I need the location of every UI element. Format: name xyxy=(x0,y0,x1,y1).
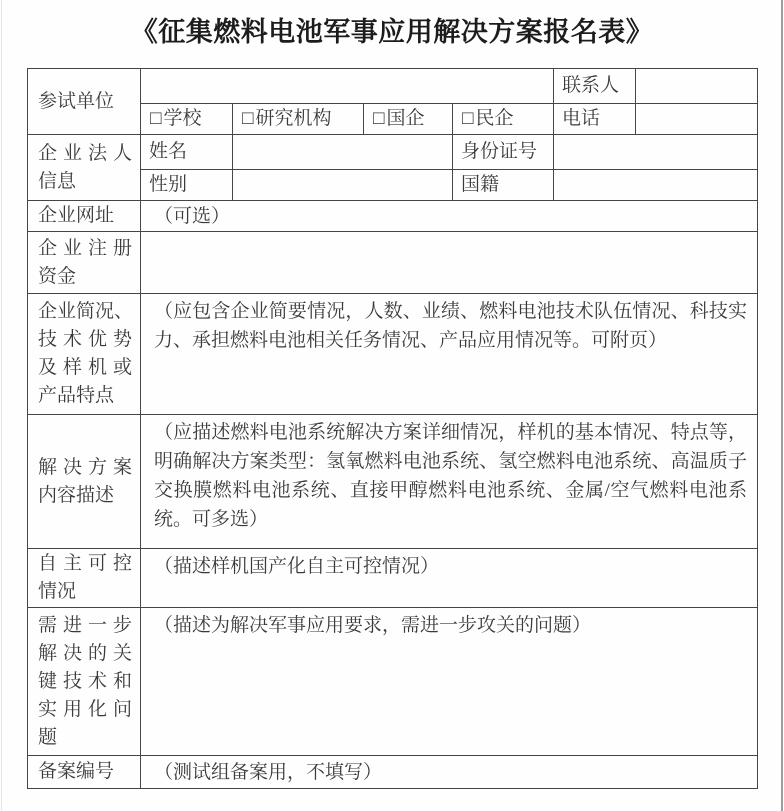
legal-person-label-line2: 信息 xyxy=(38,170,77,192)
further-issues-hint: （描述为解决军事应用要求，需进一步攻关的问题） xyxy=(154,615,592,636)
capital-input[interactable] xyxy=(141,232,758,294)
checkbox-private-enterprise-icon[interactable]: □ xyxy=(462,108,474,129)
solution-label-line2: 内容描述 xyxy=(38,484,115,506)
capital-label-line2: 资金 xyxy=(38,265,77,287)
name-label: 姓名 xyxy=(141,135,233,170)
unit-name-input[interactable] xyxy=(141,69,554,104)
phone-label: 电话 xyxy=(554,104,636,135)
company-profile-input[interactable] xyxy=(141,294,758,415)
org-type-school[interactable] xyxy=(141,104,233,135)
phone-input[interactable] xyxy=(636,104,758,135)
further-issues-label-line1: 需进一步 xyxy=(38,614,132,636)
org-type-school-label: 学校 xyxy=(163,108,202,129)
registration-form-table xyxy=(27,68,758,789)
company-profile-hint: （应包含企业简要情况，人数、业绩、燃料电池技术队伍情况、科技实力、承担燃料电池相关任务情况、产品应用情况等。可附页） xyxy=(154,301,747,351)
company-profile-label-cell xyxy=(28,294,141,415)
org-type-state-enterprise-label: 国企 xyxy=(386,108,425,129)
id-number-input[interactable] xyxy=(554,135,758,170)
screenshot-right-border xyxy=(781,0,783,811)
company-profile-label-line1: 企业简况、 xyxy=(38,301,134,322)
record-number-input[interactable] xyxy=(141,756,758,789)
legal-person-label-cell xyxy=(28,135,141,201)
company-profile-label-line3: 及样机或 xyxy=(38,357,132,378)
further-issues-label-line5: 题 xyxy=(38,726,58,748)
further-issues-label-cell xyxy=(28,608,141,756)
website-label-cell xyxy=(28,201,141,232)
name-input[interactable] xyxy=(233,135,453,170)
org-type-private-enterprise[interactable] xyxy=(453,104,554,135)
screenshot-left-border xyxy=(1,0,2,811)
gender-label: 性别 xyxy=(141,170,233,201)
contact-input[interactable] xyxy=(636,69,758,104)
website-label: 企业网址 xyxy=(38,205,115,226)
unit-label: 参试单位 xyxy=(38,90,115,112)
nationality-label: 国籍 xyxy=(453,170,554,201)
checkbox-state-enterprise-icon[interactable]: □ xyxy=(373,108,385,129)
capital-label-cell xyxy=(28,232,141,294)
website-hint: （可选） xyxy=(154,206,231,227)
record-number-label: 备案编号 xyxy=(38,761,115,782)
solution-hint: （应描述燃料电池系统解决方案详细情况，样机的基本情况、特点等，明确解决方案类型：氢氧燃料电池系统、氢空燃料电池系统、高温质子交换膜燃料电池系统、直接甲醇燃料电池系统、金属/空气燃料电池系统。可多选） xyxy=(154,422,747,530)
autonomy-label-line2: 情况 xyxy=(38,581,77,602)
autonomy-hint: （描述样机国产化自主可控情况） xyxy=(154,556,440,577)
solution-input[interactable] xyxy=(141,415,758,549)
further-issues-input[interactable] xyxy=(141,608,758,756)
legal-person-label-line1: 企业法人 xyxy=(38,142,132,164)
gender-input[interactable] xyxy=(233,170,453,201)
website-input[interactable] xyxy=(141,201,758,232)
autonomy-input[interactable] xyxy=(141,549,758,608)
further-issues-label-line3: 键技术和 xyxy=(38,670,132,692)
record-number-hint: （测试组备案用，不填写） xyxy=(154,762,383,783)
org-type-state-enterprise[interactable] xyxy=(364,104,453,135)
autonomy-label-line1: 自主可控 xyxy=(38,553,132,574)
unit-label-cell xyxy=(28,69,141,135)
checkbox-research-icon[interactable]: □ xyxy=(242,108,254,129)
solution-label-cell xyxy=(28,415,141,549)
checkbox-school-icon[interactable]: □ xyxy=(150,108,162,129)
org-type-private-enterprise-label: 民企 xyxy=(475,108,514,129)
further-issues-label-line2: 解决的关 xyxy=(38,642,132,664)
org-type-research[interactable] xyxy=(233,104,364,135)
company-profile-label-line2: 技术优势 xyxy=(38,329,132,350)
autonomy-label-cell xyxy=(28,549,141,608)
id-number-label: 身份证号 xyxy=(453,135,554,170)
company-profile-label-line4: 产品特点 xyxy=(38,385,115,406)
capital-label-line1: 企业注册 xyxy=(38,237,132,259)
solution-label-line1: 解决方案 xyxy=(38,456,132,478)
further-issues-label-line4: 实用化问 xyxy=(38,698,132,720)
contact-label: 联系人 xyxy=(554,69,636,104)
record-number-label-cell xyxy=(28,756,141,789)
org-type-research-label: 研究机构 xyxy=(255,108,332,129)
nationality-input[interactable] xyxy=(554,170,758,201)
page-title: 《征集燃料电池军事应用解决方案报名表》 xyxy=(130,17,654,47)
